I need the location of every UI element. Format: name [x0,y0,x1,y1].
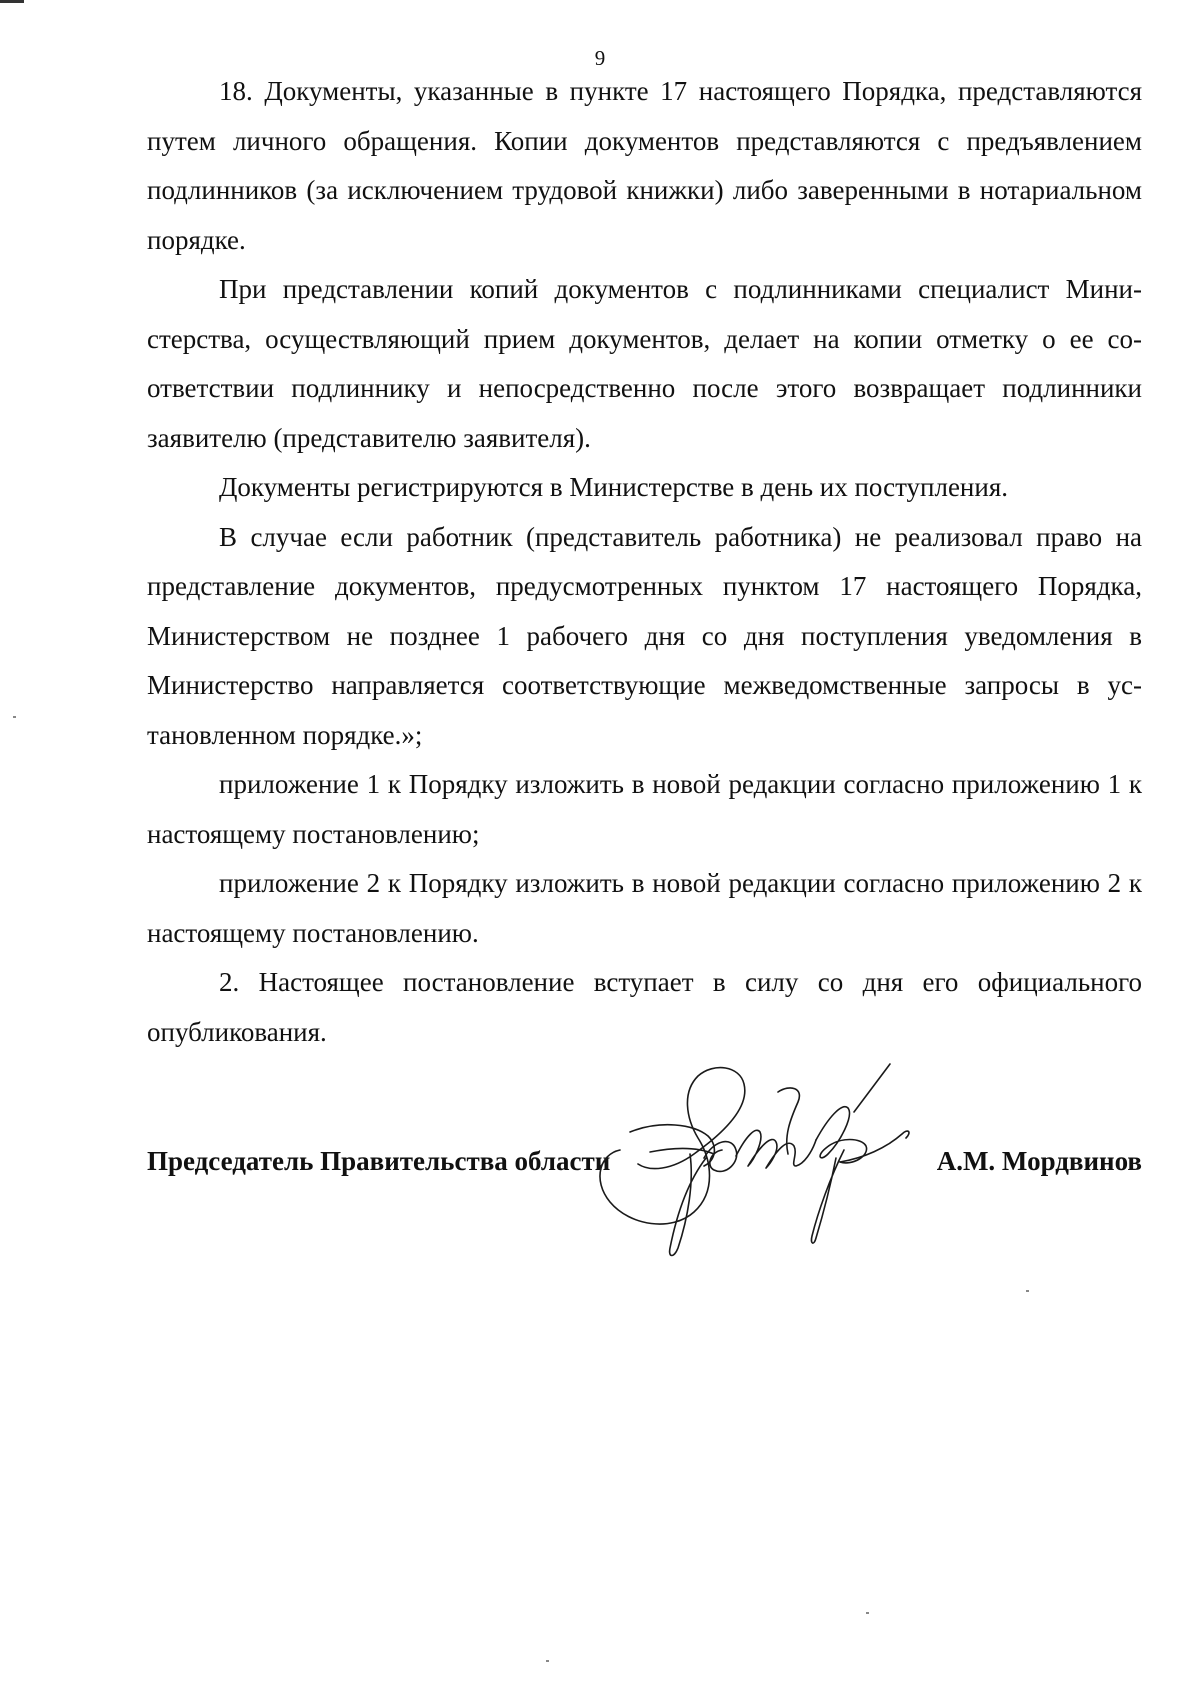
scan-speck [546,1660,549,1662]
scan-edge-mark [0,0,24,3]
signatory-position: Председатель Правительства области [147,1146,611,1176]
scan-speck [1026,1290,1029,1292]
scan-speck [13,716,16,718]
paragraph-documents-submission: 18. Документы, указанные в пункте 17 настоящего Порядка, представляются путем личного обращения. Копии документов представляются с предъявлением подлинников (за исключением трудовой книжки) либо заверенными в нотариальном порядке. [147,76,1142,255]
paragraph-appendix-2: приложение 2 к Порядку изложить в новой редакции согласно приложению 2 к настоящему постановлению. [147,868,1142,948]
paragraph-registration: Документы регистрируются в Министерстве в день их поступления. [219,472,1008,502]
handwritten-signature-icon [590,1062,950,1262]
paragraph-copies-verification: При представлении копий документов с подлинниками специалист Министерства, осуществляющий прием документов, делает на копии отметку о ее соответствии подлиннику и непосредственно после этого возвращает подлинники заявителю (представителю заявителя). [147,274,1142,453]
paragraph-appendix-1: приложение 1 к Порядку изложить в новой редакции согласно приложению 1 к настоящему постановлению; [147,769,1142,849]
signatory-name: А.М. Мордвинов [936,1146,1142,1176]
page-number: 9 [594,46,606,70]
paragraph-entry-into-force: 2. Настоящее постановление вступает в силу со дня его официального опубликования. [147,967,1142,1047]
scan-speck [866,1612,869,1614]
paragraph-interagency-requests: В случае если работник (представитель работника) не реализовал право на представление документов, предусмотренных пунктом 17 настоящего Порядка, Министерством не позднее 1 рабочего дня со дня поступления уведомления в Министерство направляется соответствующие межведомственные запросы в установленном порядке.»; [147,521,1142,750]
document-body [147,67,1142,1057]
